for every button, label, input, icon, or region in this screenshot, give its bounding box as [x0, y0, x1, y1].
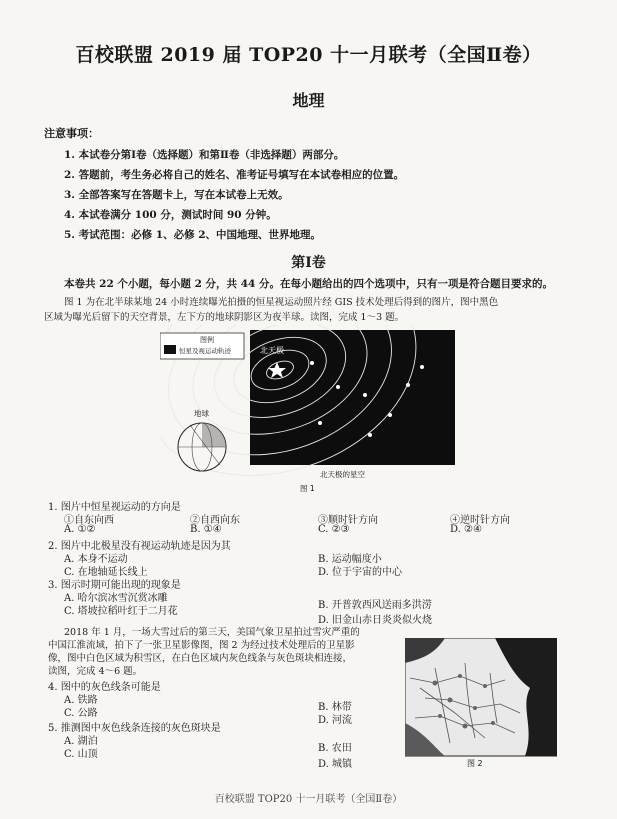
section-heading: 第Ⅰ卷 [291, 255, 326, 271]
notes-heading: 注意事项： [44, 127, 99, 140]
q1-opt2: ②自西向东 [190, 515, 240, 526]
legend-swatch-icon [164, 345, 176, 354]
q4-ans-c: C. 公路 [64, 708, 98, 719]
q1-opt1: ①自东向西 [64, 515, 114, 526]
figure-2-label: 图 2 [467, 759, 483, 768]
para1-line2: 区域为曝光后留下的天空背景，左下方的地球阴影区为夜半球。读图，完成 1～3 题。 [44, 312, 405, 323]
q5-stem: 5. 推测图中灰色线条连接的灰色斑块是 [48, 723, 221, 734]
para1-line1: 图 1 为在北半球某地 24 小时连续曝光拍摄的恒星视运动照片经 GIS 技术处理后得到的图片，图中黑色 [64, 297, 499, 308]
satellite-image [405, 638, 557, 768]
legend-title: 图例 [200, 336, 214, 344]
section-intro: 本卷共 22 个小题，每小题 2 分，共 44 分。在每小题给出的四个选项中，只有一项是符合题目要求的。 [64, 278, 553, 290]
q5-ans-d: D. 城镇 [318, 759, 353, 770]
q1-stem: 1. 图片中恒星视运动的方向是 [48, 502, 181, 513]
q1-ans-a: A. ①② [64, 524, 96, 535]
q3-stem: 3. 图示时期可能出现的现象是 [48, 580, 181, 591]
polaris-label: 北天极 [260, 346, 284, 355]
q3-ans-c: C. 塔坡拉稻叶红于二月花 [64, 606, 178, 617]
paper-title: 百校联盟 2019 届 TOP20 十一月联考（全国Ⅱ卷） [75, 44, 542, 66]
q2-ans-b: B. 运动幅度小 [318, 554, 382, 565]
q2-ans-a: A. 本身不运动 [64, 554, 128, 565]
q3-ans-d: D. 旧金山赤日炎炎似火烧 [318, 615, 433, 626]
q4-ans-d: D. 河流 [318, 715, 353, 726]
q3-ans-a: A. 哈尔滨冰雪沉赏冰雕 [64, 593, 168, 604]
figure-1 [160, 325, 460, 493]
q1-ans-d: D. ②④ [450, 524, 482, 535]
q2-ans-c: C. 在地轴延长线上 [64, 567, 148, 578]
q5-ans-c: C. 山顶 [64, 749, 98, 760]
q4-stem: 4. 图中的灰色线条可能是 [48, 682, 161, 693]
figure-1-label: 图 1 [300, 484, 315, 493]
earth-label: 地球 [194, 409, 209, 418]
q1-ans-b: B. ①④ [190, 524, 222, 535]
q1-opt4: ④逆时针方向 [450, 515, 510, 526]
note-3: 3. 全部答案写在答题卡上，写在本试卷上无效。 [64, 189, 289, 201]
note-4: 4. 本试卷满分 100 分，测试时间 90 分钟。 [64, 209, 277, 221]
figure-2 [405, 638, 557, 768]
q4-ans-a: A. 铁路 [64, 695, 98, 706]
q3-ans-b: B. 开普敦西风送雨多洪涝 [318, 600, 432, 611]
subject-title: 地理 [292, 91, 325, 110]
para2-line4: 读图，完成 4～6 题。 [48, 666, 143, 677]
sky-caption: 北天极的星空 [320, 470, 365, 479]
note-1: 1. 本试卷分第Ⅰ卷（选择题）和第Ⅱ卷（非选择题）两部分。 [64, 149, 345, 161]
night-hemisphere [202, 423, 226, 447]
para2-line1: 2018 年 1 月，一场大雪过后的第三天，美国气象卫星拍过雪灾严重的 [64, 627, 360, 638]
q1-ans-c: C. ②③ [318, 524, 350, 535]
q2-stem: 2. 图片中北极星没有视运动轨迹是因为其 [48, 541, 231, 552]
q5-ans-b: B. 农田 [318, 743, 352, 754]
legend-item: 恒星及视运动轨迹 [179, 347, 231, 355]
q1-opt3: ③顺时针方向 [318, 515, 378, 526]
note-2: 2. 答题前，考生务必将自己的姓名、准考证号填写在本试卷相应的位置。 [64, 169, 405, 181]
q5-ans-a: A. 湖泊 [64, 736, 98, 747]
note-5: 5. 考试范围：必修 1、必修 2、中国地理、世界地理。 [64, 229, 322, 241]
q2-ans-d: D. 位于宇宙的中心 [318, 567, 403, 578]
q4-ans-b: B. 林带 [318, 702, 352, 713]
para2-line2: 中国江淮流域，拍下了一张卫星影像图，图 2 为经过技术处理后的卫星影 [48, 640, 355, 651]
para2-line3: 像，图中白色区域为积雪区，在白色区域内灰色线条与灰色斑块相连接， [48, 653, 353, 664]
star-trail-diagram [160, 325, 460, 493]
page-footer: 百校联盟 TOP20 十一月联考（全国Ⅱ卷） [214, 794, 403, 805]
